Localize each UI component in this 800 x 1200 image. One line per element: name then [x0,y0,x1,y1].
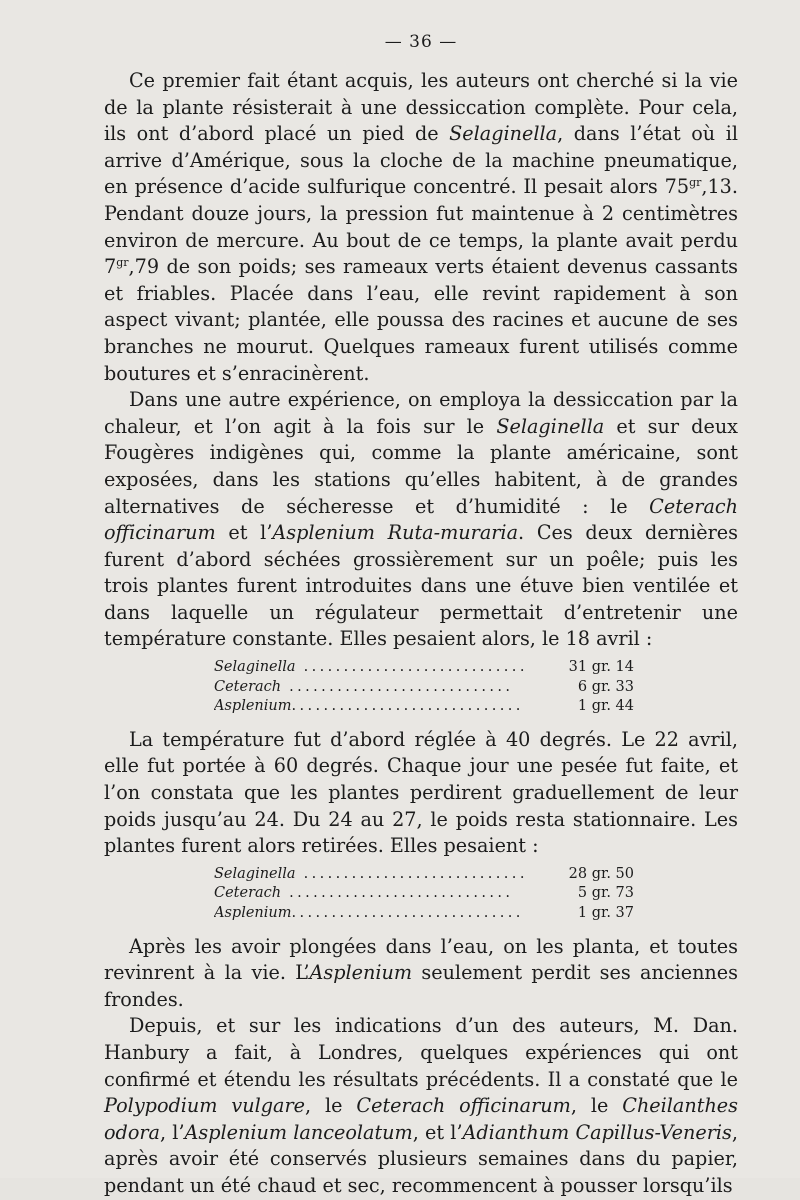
table-row: Asplenium............................. 1 gr. 37 [214,904,634,924]
paragraph-hanbury: Depuis, et sur les indications d’un des auteurs, M. Dan. Hanbury a fait, à Londres, quelques expériences qui ont confirmé et étendu les résultats précédents. Il a constaté que le Polypodium vulgare, le Ceterach officinarum, le Cheilanthes odora, l’Asplenium lanceolatum, et l’Adianthum Capillus-Veneris, après avoir été conservés plusieurs semaines dans du papier, pendant un été chaud et sec, recommencent à pousser lorsqu’ils [104,1014,738,1197]
weights-table-after-heating [214,865,634,924]
plant-name: Ceterach [214,678,282,695]
page-number: — 36 — [384,32,458,52]
plant-name: Selaginella [214,865,296,882]
plant-name: Selaginella [214,659,296,676]
table-row: Asplenium............................. 1 gr. 44 [214,697,634,717]
plant-weight: 31 gr. 14 [568,659,634,676]
table-row: Ceterach ............................ 5 gr. 73 [214,884,634,904]
weights-table-april-18 [214,658,634,717]
plant-weight: 28 gr. 50 [568,865,634,882]
paragraph-replanting: Après les avoir plongées dans l’eau, on les planta, et toutes revinrent à la vie. L’Asplenium seulement perdit ses anciennes frondes. [104,934,738,1011]
plant-weight: 1 gr. 37 [577,905,634,921]
paragraph-temperature: La température fut d’abord réglée à 40 degrés. Le 22 avril, elle fut portée à 60 degrés. Chaque jour une pesée fut faite, et l’on constata que les plantes perdirent graduellement de leur poids jusqu’au 24. Du 24 au 27, le poids resta stationnaire. Les plantes furent alors retirées. Elles pesaient : [104,727,738,858]
table-row: Selaginella ............................ 31 gr. 14 [214,658,634,678]
plant-weight: 1 gr. 44 [577,698,634,715]
table-row: Selaginella ............................ 28 gr. 50 [214,865,634,885]
table-row: Ceterach ............................ 6 gr. 33 [214,678,634,698]
plant-weight: 5 gr. 73 [577,885,634,902]
paragraph-heat-experiment: Dans une autre expérience, on employa la dessiccation par la chaleur, et l’on agit à la fois sur le Selaginella et sur deux Fougères indigènes qui, comme la plante américaine, sont exposées, dans les stations qu’elles habitent, à de grandes alternatives de sécheresse et d’humidité : le Ceterach officinarum et l’Asplenium Ruta-muraria. Ces deux dernières furent d’abord séchées grossièrement sur un poêle; puis les trois plantes furent introduites dans une étuve bien ventilée et dans laquelle un régulateur permettait d’entretenir une température constante. Elles pesaient alors, le 18 avril : [104,388,738,651]
plant-name: Asplenium [214,905,292,921]
paragraph-desiccation-vacuum: Ce premier fait étant acquis, les auteurs ont cherché si la vie de la plante résisterait à une dessiccation complète. Pour cela, ils ont d’abord placé un pied de Selaginella, dans l’état où il arrive d’Amérique, sous la cloche de la machine pneumatique, en présence d’acide sulfurique concentré. Il pesait alors $75^{gr},13$. Pendant douze jours, la pression fut maintenue à 2 centimètres environ de mercure. Au bout de ce temps, la plante avait perdu $7^{gr},79$ de son poids; ses rameaux verts étaient devenus cassants et friables. Placée dans l’eau, elle revint rapidement à son aspect vivant; plantée, elle poussa des racines et aucune de ses branches ne mourut. Quelques rameaux furent utilisés comme boutures et s’enracinèrent. [104,69,738,385]
plant-name: Ceterach [214,885,282,902]
plant-weight: 6 gr. 33 [577,678,634,695]
plant-name: Asplenium [214,698,292,715]
